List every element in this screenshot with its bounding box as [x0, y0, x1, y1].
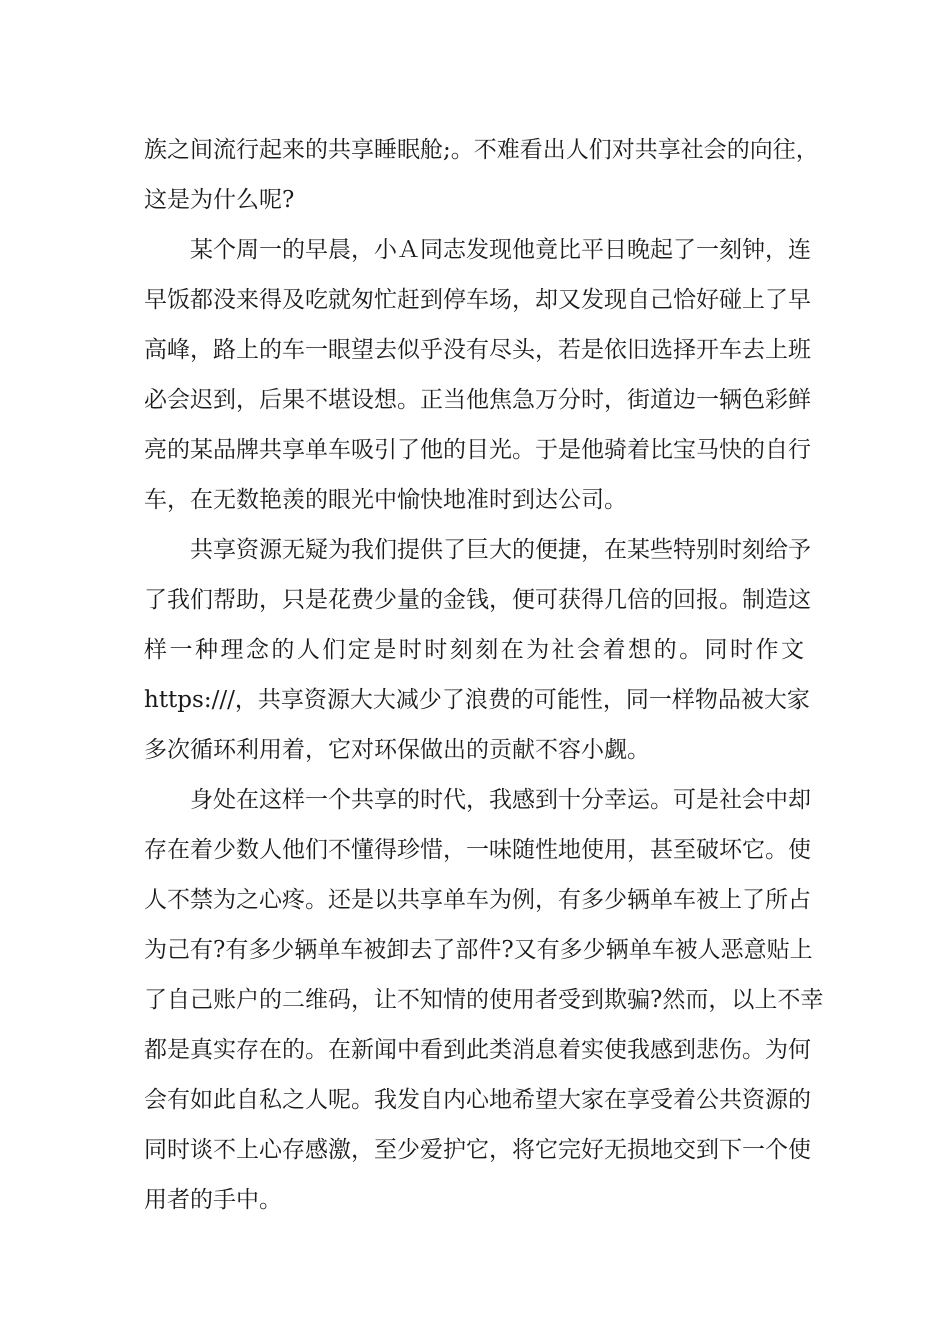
paragraph-4-line-9: 用者的手中。: [144, 1187, 282, 1213]
paragraph-4-line-5: 了自己账户的二维码，让不知情的使用者受到欺骗?然而，以上不幸: [144, 987, 824, 1013]
paragraph-3-line-2: 了我们帮助，只是花费少量的金钱，便可获得几倍的回报。制造这: [144, 587, 811, 613]
paragraph-3-line-5: 多次循环利用着，它对环保做出的贡献不容小觑。: [144, 737, 650, 763]
paragraph-3-line-3: 样一种理念的人们定是时时刻刻在为社会着想的。同时作文: [144, 637, 804, 663]
paragraph-4-line-8: 同时谈不上心存感激，至少爱护它，将它完好无损地交到下一个使: [144, 1137, 811, 1163]
paragraph-2-line-1: 某个周一的早晨，小Ａ同志发现他竟比平日晚起了一刻钟，连: [144, 237, 811, 263]
paragraph-3-line-4: https:///，共享资源大大减少了浪费的可能性，同一样物品被大家: [144, 687, 810, 713]
paragraph-1-line-2: 这是为什么呢?: [144, 187, 295, 213]
paragraph-4-line-2: 存在着少数人他们不懂得珍惜，一味随性地使用，甚至破坏它。使: [144, 837, 811, 863]
paragraph-2-line-3: 高峰，路上的车一眼望去似乎没有尽头，若是依旧选择开车去上班: [144, 337, 811, 363]
paragraph-4-line-4: 为己有?有多少辆单车被卸去了部件?又有多少辆单车被人恶意贴上: [144, 937, 813, 963]
paragraph-4-line-6: 都是真实存在的。在新闻中看到此类消息着实使我感到悲伤。为何: [144, 1037, 811, 1063]
paragraph-2-line-5: 亮的某品牌共享单车吸引了他的目光。于是他骑着比宝马快的自行: [144, 437, 811, 463]
paragraph-4-line-3: 人不禁为之心疼。还是以共享单车为例，有多少辆单车被上了所占: [144, 887, 811, 913]
paragraph-3-line-1: 共享资源无疑为我们提供了巨大的便捷，在某些特别时刻给予: [144, 537, 811, 563]
paragraph-2-line-2: 早饭都没来得及吃就匆忙赶到停车场，却又发现自己恰好碰上了早: [144, 287, 811, 313]
paragraph-1-line-1: 族之间流行起来的共享睡眠舱;。不难看出人们对共享社会的向往，: [144, 137, 819, 163]
paragraph-4-line-1: 身处在这样一个共享的时代，我感到十分幸运。可是社会中却: [144, 787, 811, 813]
paragraph-2-line-6: 车，在无数艳羡的眼光中愉快地准时到达公司。: [144, 487, 627, 513]
paragraph-4-line-7: 会有如此自私之人呢。我发自内心地希望大家在享受着公共资源的: [144, 1087, 811, 1113]
paragraph-2-line-4: 必会迟到，后果不堪设想。正当他焦急万分时，街道边一辆色彩鲜: [144, 387, 811, 413]
